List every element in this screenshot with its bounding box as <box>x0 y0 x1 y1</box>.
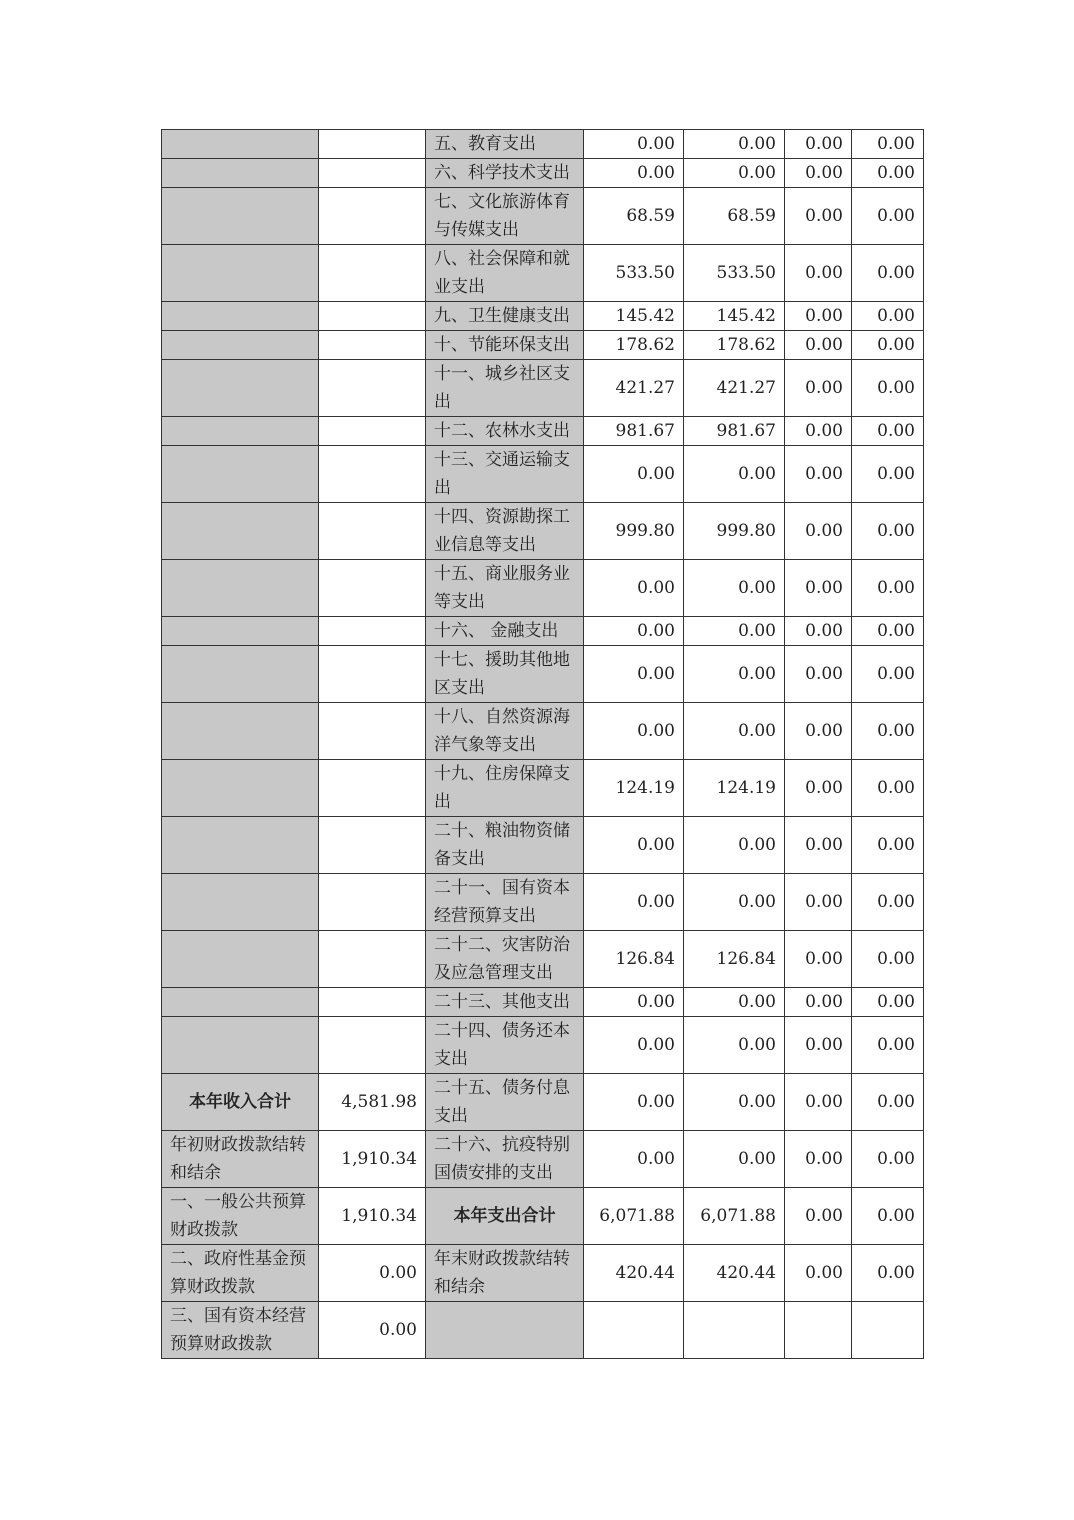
general-budget-cell: 999.80 <box>684 503 785 560</box>
table-row <box>162 446 924 503</box>
table-row <box>162 817 924 874</box>
table-row <box>162 560 924 617</box>
income-amount-cell <box>319 560 426 617</box>
capital-budget-cell: 0.00 <box>852 646 924 703</box>
capital-budget-cell: 0.00 <box>852 760 924 817</box>
capital-budget-cell: 0.00 <box>852 560 924 617</box>
fiscal-appropriation-table <box>161 129 924 1359</box>
total-cell: 421.27 <box>584 360 684 417</box>
income-label-cell <box>162 188 319 245</box>
capital-budget-cell: 0.00 <box>852 302 924 331</box>
income-amount-cell <box>319 874 426 931</box>
general-budget-cell: 533.50 <box>684 245 785 302</box>
fund-budget-cell: 0.00 <box>785 988 852 1017</box>
income-amount-cell <box>319 617 426 646</box>
general-budget-cell: 0.00 <box>684 159 785 188</box>
general-budget-cell: 0.00 <box>684 988 785 1017</box>
expenditure-item-cell: 二十、粮油物资储备支出 <box>426 817 584 874</box>
income-amount-cell: 0.00 <box>319 1302 426 1359</box>
total-cell: 6,071.88 <box>584 1188 684 1245</box>
total-cell: 0.00 <box>584 874 684 931</box>
income-amount-cell <box>319 130 426 159</box>
expenditure-item-cell: 十一、城乡社区支出 <box>426 360 584 417</box>
general-budget-cell: 178.62 <box>684 331 785 360</box>
income-amount-cell <box>319 1017 426 1074</box>
total-cell: 0.00 <box>584 1074 684 1131</box>
total-cell: 68.59 <box>584 188 684 245</box>
general-budget-cell: 0.00 <box>684 703 785 760</box>
capital-budget-cell: 0.00 <box>852 817 924 874</box>
fund-budget-cell: 0.00 <box>785 360 852 417</box>
income-label-cell <box>162 1017 319 1074</box>
general-budget-cell: 145.42 <box>684 302 785 331</box>
fund-budget-cell: 0.00 <box>785 1131 852 1188</box>
total-cell: 0.00 <box>584 817 684 874</box>
income-label-cell <box>162 331 319 360</box>
total-cell: 0.00 <box>584 988 684 1017</box>
capital-budget-cell: 0.00 <box>852 1017 924 1074</box>
general-budget-cell: 6,071.88 <box>684 1188 785 1245</box>
expenditure-item-cell: 二十二、灾害防治及应急管理支出 <box>426 931 584 988</box>
income-amount-cell <box>319 360 426 417</box>
expenditure-item-cell: 九、卫生健康支出 <box>426 302 584 331</box>
capital-budget-cell: 0.00 <box>852 874 924 931</box>
expenditure-item-cell: 七、文化旅游体育与传媒支出 <box>426 188 584 245</box>
expenditure-item-cell: 六、科学技术支出 <box>426 159 584 188</box>
income-amount-cell <box>319 245 426 302</box>
income-amount-cell: 1,910.34 <box>319 1131 426 1188</box>
income-amount-cell <box>319 188 426 245</box>
capital-budget-cell: 0.00 <box>852 417 924 446</box>
income-label-cell <box>162 302 319 331</box>
capital-budget-cell: 0.00 <box>852 1245 924 1302</box>
table-row <box>162 988 924 1017</box>
capital-budget-cell: 0.00 <box>852 1188 924 1245</box>
capital-budget-cell: 0.00 <box>852 988 924 1017</box>
income-label-cell: 本年收入合计 <box>162 1074 319 1131</box>
fund-budget-cell: 0.00 <box>785 1074 852 1131</box>
income-amount-cell <box>319 331 426 360</box>
capital-budget-cell: 0.00 <box>852 931 924 988</box>
income-label-cell <box>162 159 319 188</box>
table-row <box>162 703 924 760</box>
income-label-cell <box>162 130 319 159</box>
total-cell: 0.00 <box>584 130 684 159</box>
table-row <box>162 1074 924 1131</box>
fund-budget-cell: 0.00 <box>785 760 852 817</box>
general-budget-cell: 981.67 <box>684 417 785 446</box>
capital-budget-cell: 0.00 <box>852 617 924 646</box>
total-cell: 145.42 <box>584 302 684 331</box>
total-cell: 0.00 <box>584 617 684 646</box>
capital-budget-cell: 0.00 <box>852 188 924 245</box>
expenditure-item-cell: 二十四、债务还本支出 <box>426 1017 584 1074</box>
income-label-cell <box>162 417 319 446</box>
income-amount-cell <box>319 988 426 1017</box>
fund-budget-cell: 0.00 <box>785 503 852 560</box>
income-label-cell <box>162 760 319 817</box>
income-label-cell <box>162 560 319 617</box>
total-cell: 0.00 <box>584 1017 684 1074</box>
fund-budget-cell: 0.00 <box>785 617 852 646</box>
fund-budget-cell: 0.00 <box>785 1245 852 1302</box>
income-amount-cell <box>319 703 426 760</box>
expenditure-item-cell: 十四、资源勘探工业信息等支出 <box>426 503 584 560</box>
capital-budget-cell: 0.00 <box>852 1131 924 1188</box>
income-label-cell <box>162 874 319 931</box>
income-amount-cell <box>319 760 426 817</box>
fund-budget-cell: 0.00 <box>785 245 852 302</box>
income-amount-cell <box>319 417 426 446</box>
table-row <box>162 760 924 817</box>
fund-budget-cell: 0.00 <box>785 646 852 703</box>
total-cell: 0.00 <box>584 1131 684 1188</box>
fund-budget-cell: 0.00 <box>785 302 852 331</box>
expenditure-item-cell: 本年支出合计 <box>426 1188 584 1245</box>
table-row <box>162 1188 924 1245</box>
income-amount-cell: 4,581.98 <box>319 1074 426 1131</box>
total-cell: 124.19 <box>584 760 684 817</box>
general-budget-cell: 0.00 <box>684 446 785 503</box>
general-budget-cell: 0.00 <box>684 1131 785 1188</box>
capital-budget-cell: 0.00 <box>852 703 924 760</box>
total-cell: 0.00 <box>584 560 684 617</box>
general-budget-cell: 421.27 <box>684 360 785 417</box>
general-budget-cell: 0.00 <box>684 817 785 874</box>
total-cell: 0.00 <box>584 646 684 703</box>
fund-budget-cell: 0.00 <box>785 874 852 931</box>
income-amount-cell <box>319 159 426 188</box>
income-amount-cell <box>319 817 426 874</box>
table-row <box>162 1131 924 1188</box>
table-row <box>162 245 924 302</box>
capital-budget-cell: 0.00 <box>852 360 924 417</box>
expenditure-item-cell <box>426 1302 584 1359</box>
fund-budget-cell: 0.00 <box>785 417 852 446</box>
total-cell: 0.00 <box>584 159 684 188</box>
table-row <box>162 360 924 417</box>
capital-budget-cell: 0.00 <box>852 159 924 188</box>
capital-budget-cell <box>852 1302 924 1359</box>
capital-budget-cell: 0.00 <box>852 1074 924 1131</box>
total-cell <box>584 1302 684 1359</box>
capital-budget-cell: 0.00 <box>852 503 924 560</box>
general-budget-cell: 0.00 <box>684 560 785 617</box>
expenditure-item-cell: 十九、住房保障支出 <box>426 760 584 817</box>
fund-budget-cell: 0.00 <box>785 159 852 188</box>
table-row <box>162 931 924 988</box>
capital-budget-cell: 0.00 <box>852 446 924 503</box>
fund-budget-cell: 0.00 <box>785 931 852 988</box>
income-amount-cell <box>319 302 426 331</box>
table-row <box>162 302 924 331</box>
total-cell: 981.67 <box>584 417 684 446</box>
total-cell: 0.00 <box>584 446 684 503</box>
general-budget-cell: 0.00 <box>684 1017 785 1074</box>
table-row <box>162 159 924 188</box>
general-budget-cell: 124.19 <box>684 760 785 817</box>
capital-budget-cell: 0.00 <box>852 331 924 360</box>
fund-budget-cell: 0.00 <box>785 1188 852 1245</box>
general-budget-cell: 0.00 <box>684 874 785 931</box>
expenditure-item-cell: 十七、援助其他地区支出 <box>426 646 584 703</box>
income-label-cell: 一、一般公共预算财政拨款 <box>162 1188 319 1245</box>
capital-budget-cell: 0.00 <box>852 245 924 302</box>
income-label-cell <box>162 817 319 874</box>
capital-budget-cell: 0.00 <box>852 130 924 159</box>
expenditure-item-cell: 五、教育支出 <box>426 130 584 159</box>
general-budget-cell: 0.00 <box>684 617 785 646</box>
income-label-cell: 三、国有资本经营预算财政拨款 <box>162 1302 319 1359</box>
fund-budget-cell: 0.00 <box>785 817 852 874</box>
income-label-cell <box>162 360 319 417</box>
fund-budget-cell: 0.00 <box>785 703 852 760</box>
income-amount-cell: 0.00 <box>319 1245 426 1302</box>
total-cell: 420.44 <box>584 1245 684 1302</box>
expenditure-item-cell: 二十五、债务付息支出 <box>426 1074 584 1131</box>
fund-budget-cell: 0.00 <box>785 1017 852 1074</box>
income-label-cell <box>162 503 319 560</box>
general-budget-cell: 0.00 <box>684 1074 785 1131</box>
table-row <box>162 874 924 931</box>
total-cell: 126.84 <box>584 931 684 988</box>
fund-budget-cell: 0.00 <box>785 188 852 245</box>
fund-budget-cell <box>785 1302 852 1359</box>
total-cell: 533.50 <box>584 245 684 302</box>
fund-budget-cell: 0.00 <box>785 331 852 360</box>
income-amount-cell <box>319 503 426 560</box>
table-row <box>162 503 924 560</box>
expenditure-item-cell: 十八、自然资源海洋气象等支出 <box>426 703 584 760</box>
table-row <box>162 188 924 245</box>
income-label-cell <box>162 646 319 703</box>
expenditure-item-cell: 八、社会保障和就业支出 <box>426 245 584 302</box>
income-amount-cell <box>319 646 426 703</box>
table-row <box>162 1302 924 1359</box>
table-row <box>162 1017 924 1074</box>
table-row <box>162 617 924 646</box>
income-label-cell <box>162 703 319 760</box>
table-row <box>162 646 924 703</box>
fund-budget-cell: 0.00 <box>785 446 852 503</box>
general-budget-cell: 420.44 <box>684 1245 785 1302</box>
income-label-cell <box>162 931 319 988</box>
expenditure-item-cell: 二十一、国有资本经营预算支出 <box>426 874 584 931</box>
income-label-cell <box>162 617 319 646</box>
total-cell: 999.80 <box>584 503 684 560</box>
expenditure-item-cell: 十、节能环保支出 <box>426 331 584 360</box>
general-budget-cell: 126.84 <box>684 931 785 988</box>
general-budget-cell: 68.59 <box>684 188 785 245</box>
income-amount-cell <box>319 446 426 503</box>
expenditure-item-cell: 十二、农林水支出 <box>426 417 584 446</box>
expenditure-item-cell: 二十三、其他支出 <box>426 988 584 1017</box>
expenditure-item-cell: 十三、交通运输支出 <box>426 446 584 503</box>
total-cell: 178.62 <box>584 331 684 360</box>
income-label-cell <box>162 446 319 503</box>
total-cell: 0.00 <box>584 703 684 760</box>
fund-budget-cell: 0.00 <box>785 130 852 159</box>
income-label-cell: 二、政府性基金预算财政拨款 <box>162 1245 319 1302</box>
expenditure-item-cell: 十五、商业服务业等支出 <box>426 560 584 617</box>
table-row <box>162 331 924 360</box>
general-budget-cell: 0.00 <box>684 646 785 703</box>
expenditure-item-cell: 二十六、抗疫特别国债安排的支出 <box>426 1131 584 1188</box>
table-row <box>162 130 924 159</box>
income-label-cell <box>162 245 319 302</box>
general-budget-cell <box>684 1302 785 1359</box>
table-row <box>162 1245 924 1302</box>
income-amount-cell <box>319 931 426 988</box>
income-label-cell: 年初财政拨款结转和结余 <box>162 1131 319 1188</box>
expenditure-item-cell: 十六、 金融支出 <box>426 617 584 646</box>
income-amount-cell: 1,910.34 <box>319 1188 426 1245</box>
table-row <box>162 417 924 446</box>
income-label-cell <box>162 988 319 1017</box>
fund-budget-cell: 0.00 <box>785 560 852 617</box>
general-budget-cell: 0.00 <box>684 130 785 159</box>
expenditure-item-cell: 年末财政拨款结转和结余 <box>426 1245 584 1302</box>
